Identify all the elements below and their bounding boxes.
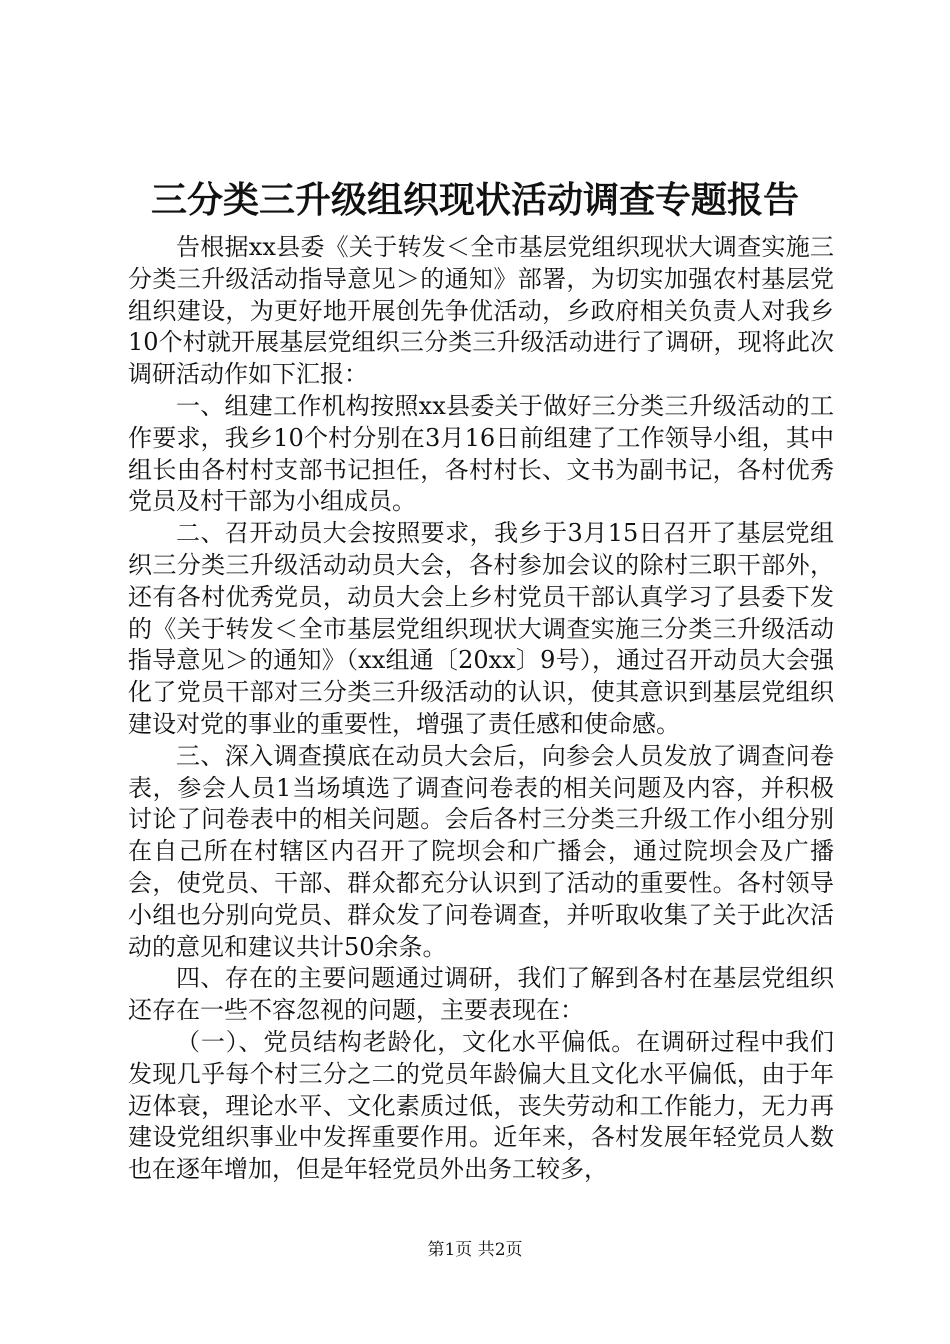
paragraph-subsection-1: （一）、党员结构老龄化，文化水平偏低。在调研过程中我们发现几乎每个村三分之二的党员年龄偏大且文化水平偏低，由于年迈体衰，理论水平、文化素质过低，丧失劳动和工作能力，无力再建设党组织事业中发挥重要作用。近年来，各村发展年轻党员人数也在逐年增加，但是年轻党员外出务工较多，: [128, 1027, 834, 1184]
paragraph-section-1: 一、组建工作机构按照xx县委关于做好三分类三升级活动的工作要求，我乡10个村分别在3月16日前组建了工作领导小组，其中组长由各村村支部书记担任，各村村长、文书为副书记，各村优秀党员及村干部为小组成员。: [128, 391, 834, 516]
paragraph-section-4: 四、存在的主要问题通过调研，我们了解到各村在基层党组织还存在一些不容忽视的问题，主要表现在：: [128, 964, 834, 1025]
paragraph-section-3: 三、深入调查摸底在动员大会后，向参会人员发放了调查问卷表，参会人员1当场填选了调查问卷表的相关问题及内容，并积极讨论了问卷表中的相关问题。会后各村三分类三升级工作小组分别在自己所在村辖区内召开了院坝会和广播会，通过院坝会及广播会，使党员、干部、群众都充分认识到了活动的重要性。各村领导小组也分别向党员、群众发了问卷调查，并听取收集了关于此次活动的意见和建议共计50余条。: [128, 741, 834, 961]
paragraph-intro: 告根据xx县委《关于转发＜全市基层党组织现状大调查实施三分类三升级活动指导意见＞的通知》部署，为切实加强农村基层党组织建设，为更好地开展创先争优活动，乡政府相关负责人对我乡10个村就开展基层党组织三分类三升级活动进行了调研，现将此次调研活动作如下汇报：: [128, 233, 834, 389]
paragraph-section-2: 二、召开动员大会按照要求，我乡于3月15日召开了基层党组织三分类三升级活动动员大会，各村参加会议的除村三职干部外，还有各村优秀党员，动员大会上乡村党员干部认真学习了县委下发的《关于转发＜全市基层党组织现状大调查实施三分类三升级活动指导意见＞的通知》（xx组通〔20xx〕9号），通过召开动员大会强化了党员干部对三分类三升级活动的认识，使其意识到基层党组织建设对党的事业的重要性，增强了责任感和使命感。: [128, 519, 834, 738]
page-number-footer: 第1页 共2页: [427, 1240, 523, 1260]
document-body: [128, 232, 834, 1186]
document-title: 三分类三升级组织现状活动调查专题报告: [150, 179, 799, 221]
